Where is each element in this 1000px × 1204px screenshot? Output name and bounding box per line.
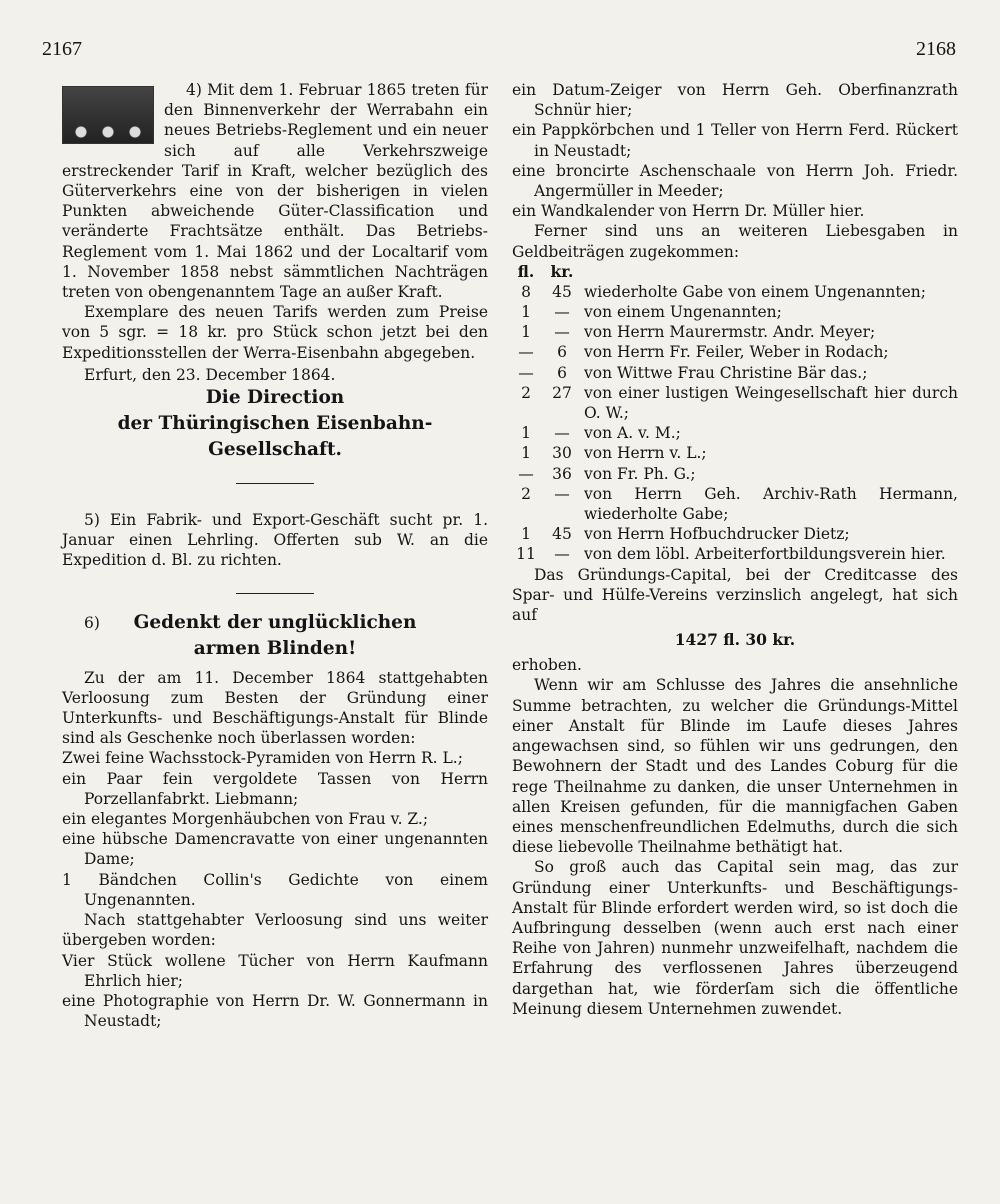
donation-row	[512, 282, 958, 302]
capital-text: Das Gründungs-Capital, bei der Creditcasse des Spar- und Hülfe-Vereins verzinslich angelegt, hat sich auf	[512, 565, 958, 625]
donation-kr: 45	[552, 525, 572, 544]
donation-kr: —	[554, 424, 570, 443]
donation-kr: —	[554, 323, 570, 342]
donation-row	[512, 383, 958, 423]
donation-fl: 8	[521, 282, 531, 301]
page-number-right: 2168	[916, 38, 956, 60]
donation-fl: 1	[521, 444, 531, 463]
donation-header	[512, 262, 958, 282]
donation-fl: 2	[521, 484, 531, 503]
donation-row	[512, 322, 958, 342]
donation-text: von A. v. M.;	[584, 424, 681, 443]
fl-header: fl.	[517, 261, 535, 281]
donation-row	[512, 524, 958, 544]
donation-text: von Wittwe Frau Christine Bär das.;	[584, 363, 868, 382]
notice-6-heading	[62, 610, 488, 636]
gift-item: ein Paar fein vergoldete Tassen von Herrn Porzellanfabrkt. Liebmann;	[62, 769, 488, 808]
notice-6-heading-line-2: armen Blinden!	[193, 637, 357, 659]
notice-6-after-intro: Nach stattgehabter Verloosung sind uns weiter übergeben worden:	[62, 911, 488, 950]
signature-line-3: Gesellschaft.	[208, 439, 342, 461]
divider	[236, 593, 314, 594]
donation-fl: 1	[521, 323, 531, 342]
gift-item: eine Photographie von Herrn Dr. W. Gonnermann in Neustadt;	[62, 991, 488, 1031]
gift-item: eine broncirte Aschenschaale von Herrn Joh. Friedr. Angermüller in Meeder;	[512, 161, 958, 201]
notice-6-number: 6)	[84, 613, 100, 632]
donation-row	[512, 544, 958, 564]
divider	[236, 483, 314, 484]
notice-6-intro: Zu der am 11. December 1864 stattgehabten Verloosung zum Besten der Gründung einer Unterkunfts- und Beschäftigungs-Anstalt für Blinde sind als Geschenke noch überlassen worden:	[62, 668, 488, 748]
donation-fl: 11	[516, 545, 536, 564]
donation-text: von dem löbl. Arbeiterfortbildungsverein hier.	[584, 545, 946, 564]
notice-6-heading-line-1: Gedenkt der unglücklichen	[133, 611, 417, 633]
donation-list	[512, 282, 958, 565]
closing-paragraph-1: Wenn wir am Schlusse des Jahres die ansehnliche Summe betrachten, zu welcher die Gründungs-Mittel einer Anstalt für Blinde im Laufe dieses Jahres angewachsen sind, so fühlen wir uns gedrungen, den Bewohnern der Stadt und des Landes Coburg für die rege Theilnahme zu danken, die unser Unternehmen in allen Kreisen gefunden, für die mannigfachen Gaben eines menschenfreundlichen Edelmuths, durch die sich diese liebevolle Theilnahme bethätigt hat.	[512, 676, 958, 857]
donation-kr: —	[554, 545, 570, 564]
page-number-left: 2167	[42, 38, 82, 60]
signature-line-1: Die Direction	[205, 387, 345, 409]
gift-item: ein elegantes Morgenhäubchen von Frau v. Z.;	[62, 810, 429, 829]
closing-paragraph-2: So groß auch das Capital sein mag, das zur Gründung einer Unterkunfts- und Beschäftigungs-Anstalt für Blinde erfordert werden wird, so ist doch die Aufbringung desselben (wenn auch erst nach einer Reihe von Jahren) nunmehr unzweifelhaft, nachdem die Erfahrung des verflossenen Jahres überzeugend dargethan hat, wie förderſam sich die öffentliche Meinung diesem Unternehmen zuwendet.	[512, 858, 958, 1018]
donation-fl: 2	[521, 383, 531, 402]
gift-item: ein Pappkörbchen und 1 Teller von Herrn Ferd. Rückert in Neustadt;	[512, 121, 958, 160]
gift-item: Zwei feine Wachsstock-Pyramiden von Herrn R. L.;	[62, 749, 463, 768]
donation-kr: 36	[552, 464, 572, 483]
notice-5-paragraph: 5) Ein Fabrik- und Export-Geschäft sucht pr. 1. Januar einen Lehrling. Offerten sub W. an die Expedition d. Bl. zu richten.	[62, 511, 488, 570]
donation-kr: 6	[557, 343, 567, 362]
donation-text: von Herrn v. L.;	[584, 444, 707, 463]
left-column	[62, 80, 488, 1031]
donation-text: von Herrn Hofbuchdrucker Dietz;	[584, 525, 850, 544]
donation-row	[512, 484, 958, 524]
donation-text: von Herrn Maurermstr. Andr. Meyer;	[584, 323, 876, 342]
donation-text: von einem Ungenannten;	[584, 303, 782, 322]
gift-item: Vier Stück wollene Tücher von Herrn Kaufmann Ehrlich hier;	[62, 951, 488, 990]
gift-item: ein Wandkalender von Herrn Dr. Müller hier.	[512, 202, 865, 221]
gift-item: 1 Bändchen Collin's Gedichte von einem Ungenannten.	[62, 870, 488, 909]
donation-fl: 1	[521, 424, 531, 443]
donation-kr: 6	[557, 363, 567, 382]
donation-text: wiederholte Gabe von einem Ungenannten;	[584, 282, 926, 301]
right-column	[512, 80, 958, 1019]
donation-row	[512, 342, 958, 362]
notice-4-date: Erfurt, den 23. December 1864.	[84, 365, 336, 384]
donation-text: von einer lustigen Weingesellschaft hier durch O. W.;	[584, 383, 958, 423]
donation-text: von Fr. Ph. G.;	[584, 464, 696, 483]
capital-end: erhoben.	[512, 656, 582, 675]
signature-line-2: der Thüringischen Eisenbahn-	[117, 413, 433, 435]
money-intro: Ferner sind uns an weiteren Liebesgaben in Geldbeiträgen zugekommen:	[512, 222, 958, 261]
donation-kr: 30	[552, 444, 572, 463]
donation-fl: —	[518, 363, 534, 382]
donation-fl: —	[518, 343, 534, 362]
locomotive-icon	[62, 86, 154, 144]
notice-4-tariff-paragraph: Exemplare des neuen Tarifs werden zum Preise von 5 sgr. = 18 kr. pro Stück schon jetzt bei den Expeditionsstellen der Werra-Eisenbahn abgegeben.	[62, 303, 488, 362]
donation-fl: 1	[521, 303, 531, 322]
notice-4-paragraph: 4) Mit dem 1. Februar 1865 treten für den Binnenverkehr der Werrabahn ein neues Betriebs-Reglement und ein neuer sich auf alle Verkehrszweige erstreckender Tarif in Kraft, welcher bezüglich des Güterverkehrs eine von der bisherigen in vielen Punkten abweichende Güter-Classification und veränderte Frachtsätze enthält. Das Betriebs-Reglement vom 1. Mai 1862 und der Localtarif vom 1. November 1858 nebst sämmtlichen Nachträgen treten von obengenanntem Tage an außer Kraft.	[62, 81, 488, 302]
donation-kr: 45	[552, 282, 572, 301]
donation-kr: 27	[552, 383, 572, 402]
donation-row	[512, 443, 958, 463]
donation-kr: —	[554, 303, 570, 322]
capital-sum: 1427 fl. 30 kr.	[674, 630, 796, 650]
donation-kr: —	[554, 484, 570, 503]
donation-row	[512, 363, 958, 383]
gift-item: ein Datum-Zeiger von Herrn Geh. Oberfinanzrath Schnür hier;	[512, 81, 958, 120]
donation-row	[512, 302, 958, 322]
donation-row	[512, 423, 958, 443]
donation-text: von Herrn Geh. Archiv-Rath Hermann, wiederholte Gabe;	[584, 484, 958, 524]
kr-header: kr.	[550, 261, 574, 281]
donation-fl: —	[518, 464, 534, 483]
donation-text: von Herrn Fr. Feiler, Weber in Rodach;	[584, 343, 889, 362]
gift-item: eine hübsche Damencravatte von einer ungenannten Dame;	[62, 830, 488, 869]
donation-row	[512, 464, 958, 484]
donation-fl: 1	[521, 525, 531, 544]
